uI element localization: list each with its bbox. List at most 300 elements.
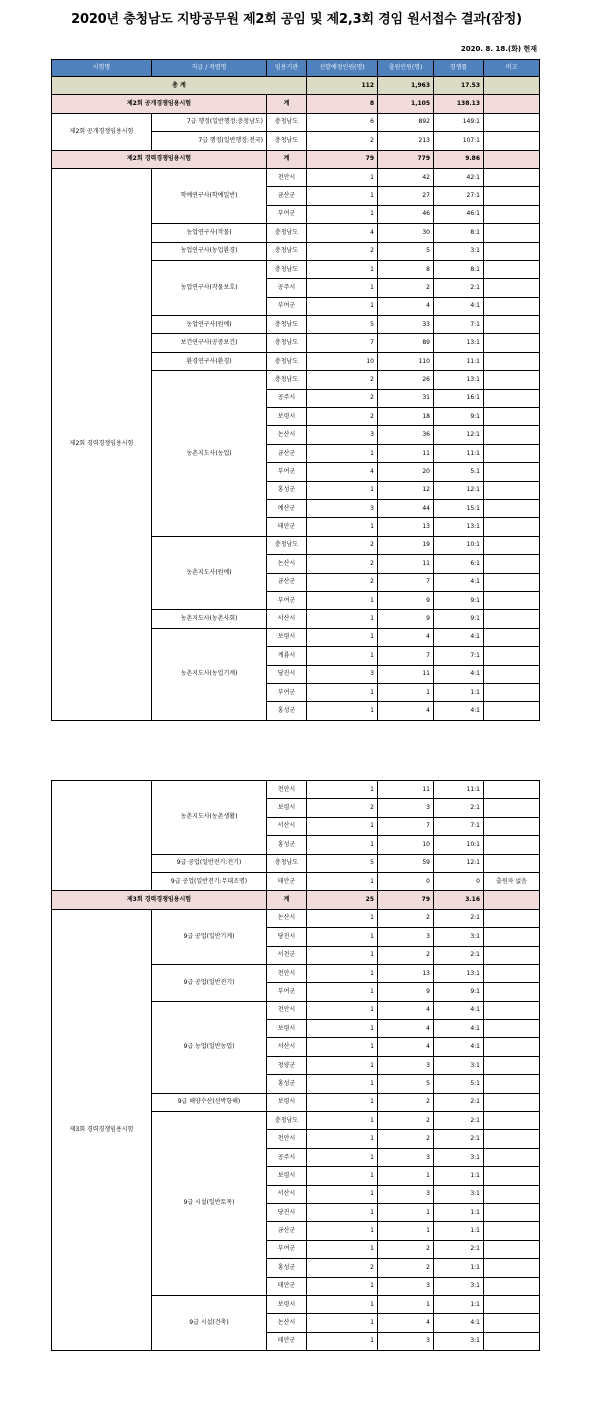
note-cell [484,1185,540,1203]
note-cell [484,334,540,352]
planned-cell: 1 [307,1314,378,1332]
rate-cell: 4:1 [434,628,484,646]
planned-cell: 1 [307,591,378,609]
applied-cell: 2 [378,279,434,297]
applied-cell: 1 [378,683,434,701]
rate-cell: 4:1 [434,1314,484,1332]
agency-cell: 홍성군 [267,702,307,720]
applied-cell: 33 [378,316,434,334]
grand-total-row [52,77,540,95]
agency-cell: 서산시 [267,1038,307,1056]
results-table-part2 [51,780,540,1351]
applied-cell: 2 [378,1093,434,1111]
planned-cell: 6 [307,113,378,131]
applied-cell: 7 [378,647,434,665]
subtotal-kye: 계 [267,150,307,168]
note-cell [484,665,540,683]
applied-cell: 110 [378,352,434,370]
rate-cell: 9:1 [434,610,484,628]
rate-cell: 3:1 [434,1185,484,1203]
subtotal-row-open2 [52,95,540,113]
rate-cell: 12:1 [434,426,484,444]
agency-cell: 당진시 [267,928,307,946]
subtotal-rate: 138.13 [434,95,484,113]
planned-cell: 7 [307,334,378,352]
rate-cell: 11:1 [434,444,484,462]
exam-name-cell [52,781,152,891]
agency-cell: 천안시 [267,1130,307,1148]
planned-cell: 2 [307,1259,378,1277]
applied-cell: 9 [378,591,434,609]
applied-cell: 7 [378,573,434,591]
agency-cell: 논산시 [267,1314,307,1332]
header-exam: 시험명 [52,60,152,77]
note-cell [484,444,540,462]
applied-cell: 1 [378,1203,434,1221]
note-cell [484,1056,540,1074]
rate-cell: 13:1 [434,371,484,389]
applied-cell: 4 [378,1020,434,1038]
note-cell [484,316,540,334]
agency-cell: 보령시 [267,1295,307,1313]
agency-cell: 충청남도 [267,536,307,554]
applied-cell: 2 [378,1112,434,1130]
planned-cell: 1 [307,628,378,646]
agency-cell: 서산시 [267,817,307,835]
table-row [52,781,540,799]
total-planned: 112 [307,77,378,95]
note-cell [484,279,540,297]
exam-name-cell: 제3회 경력경쟁임용시험 [52,909,152,1350]
exam-name-cell: 제2회 경력경쟁임용시험 [52,168,152,720]
agency-cell: 충청남도 [267,371,307,389]
note-cell [484,836,540,854]
planned-cell: 10 [307,352,378,370]
subtotal-planned: 25 [307,891,378,909]
header-rate: 경쟁률 [434,60,484,77]
rate-cell: 3:1 [434,1056,484,1074]
note-cell [484,371,540,389]
planned-cell: 1 [307,297,378,315]
note-cell [484,683,540,701]
applied-cell: 18 [378,408,434,426]
applied-cell: 5 [378,1075,434,1093]
page-title: 2020년 충청남도 지방공무원 제2회 공임 및 제2,3회 경임 원서접수 결과(잠정) [71,12,522,27]
position-cell: 학예연구사(학예일반) [152,168,267,223]
planned-cell: 2 [307,573,378,591]
rate-cell: 2:1 [434,1130,484,1148]
planned-cell: 2 [307,132,378,150]
subtotal-label: 제2회 공개경쟁임용시험 [52,95,267,113]
applied-cell: 9 [378,983,434,1001]
agency-cell: 부여군 [267,683,307,701]
header-applied: 출원인원(명) [378,60,434,77]
planned-cell: 4 [307,224,378,242]
agency-cell: 천안시 [267,781,307,799]
agency-cell: 충청남도 [267,224,307,242]
note-cell [484,628,540,646]
rate-cell: 1:1 [434,1259,484,1277]
agency-cell: 충청남도 [267,352,307,370]
planned-cell: 1 [307,168,378,186]
applied-cell: 2 [378,1130,434,1148]
rate-cell: 11:1 [434,781,484,799]
note-cell [484,1295,540,1313]
rate-cell: 2:1 [434,1112,484,1130]
note-cell [484,555,540,573]
subtotal-note [484,150,540,168]
agency-cell: 부여군 [267,1240,307,1258]
applied-cell: 13 [378,964,434,982]
note-cell [484,481,540,499]
applied-cell: 4 [378,702,434,720]
applied-cell: 11 [378,444,434,462]
note-cell [484,260,540,278]
applied-cell: 2 [378,909,434,927]
rate-cell: 16:1 [434,389,484,407]
applied-cell: 3 [378,928,434,946]
agency-cell: 홍성군 [267,1259,307,1277]
applied-cell: 11 [378,555,434,573]
planned-cell: 1 [307,279,378,297]
note-cell [484,1222,540,1240]
planned-cell: 1 [307,444,378,462]
position-cell: 9급 공업(일반전기:무대조명) [152,872,267,890]
rate-cell: 9:1 [434,408,484,426]
subtotal-planned: 8 [307,95,378,113]
applied-cell: 3 [378,1332,434,1350]
subtotal-row-career3 [52,891,540,909]
planned-cell: 2 [307,555,378,573]
planned-cell: 1 [307,1167,378,1185]
agency-cell: 보령시 [267,1093,307,1111]
header-position: 직급 / 직렬명 [152,60,267,77]
note-cell [484,817,540,835]
note-cell [484,408,540,426]
agency-cell: 천안시 [267,1001,307,1019]
planned-cell: 1 [307,1001,378,1019]
planned-cell: 1 [307,260,378,278]
planned-cell: 1 [307,836,378,854]
position-cell: 농업연구사(원예) [152,316,267,334]
applied-cell: 892 [378,113,434,131]
rate-cell: 1:1 [434,1203,484,1221]
note-cell [484,518,540,536]
note-cell [484,1314,540,1332]
rate-cell: 15:1 [434,499,484,517]
rate-cell: 4:1 [434,573,484,591]
subtotal-label: 제2회 경력경쟁임용시험 [52,150,267,168]
agency-cell: 금산군 [267,573,307,591]
applied-cell: 3 [378,1277,434,1295]
position-cell: 9급 시설(건축) [152,1295,267,1350]
applied-cell: 11 [378,781,434,799]
subtotal-rate: 3.16 [434,891,484,909]
agency-cell: 청양군 [267,1056,307,1074]
note-cell [484,1148,540,1166]
rate-cell: 8:1 [434,260,484,278]
agency-cell: 충청남도 [267,334,307,352]
agency-cell: 계룡시 [267,647,307,665]
note-cell [484,1203,540,1221]
applied-cell: 2 [378,1240,434,1258]
subtotal-applied: 1,105 [378,95,434,113]
note-cell [484,536,540,554]
applied-cell: 9 [378,610,434,628]
note-cell [484,187,540,205]
subtotal-applied: 779 [378,150,434,168]
rate-cell: 0 [434,872,484,890]
note-cell [484,983,540,1001]
note-cell [484,1075,540,1093]
applied-cell: 4 [378,1314,434,1332]
results-table-part1 [51,59,540,721]
position-cell: 9급 농업(일반농업) [152,1001,267,1093]
agency-cell: 충청남도 [267,260,307,278]
agency-cell: 예산군 [267,499,307,517]
note-cell [484,168,540,186]
rate-cell: 3:1 [434,928,484,946]
rate-cell: 13:1 [434,518,484,536]
note-cell [484,702,540,720]
planned-cell: 1 [307,1240,378,1258]
subtotal-rate: 9.86 [434,150,484,168]
planned-cell: 1 [307,1332,378,1350]
planned-cell: 1 [307,702,378,720]
planned-cell: 1 [307,817,378,835]
planned-cell: 1 [307,872,378,890]
applied-cell: 36 [378,426,434,444]
rate-cell: 13:1 [434,334,484,352]
planned-cell: 1 [307,1075,378,1093]
position-cell: 농촌지도사(농업) [152,371,267,537]
report-date: 2020. 8. 18.(화) 현재 [460,45,537,53]
rate-cell: 12:1 [434,481,484,499]
applied-cell: 213 [378,132,434,150]
exam-name-cell: 제2회 공개경쟁임용시험 [52,113,152,150]
agency-cell: 홍성군 [267,836,307,854]
rate-cell: 107:1 [434,132,484,150]
planned-cell: 1 [307,1020,378,1038]
position-cell: 농촌지도사(농촌생활) [152,781,267,855]
rate-cell: 1:1 [434,1295,484,1313]
note-cell [484,1332,540,1350]
applied-cell: 1 [378,1295,434,1313]
agency-cell: 당진시 [267,665,307,683]
planned-cell: 2 [307,371,378,389]
note-cell [484,224,540,242]
agency-cell: 충청남도 [267,132,307,150]
agency-cell: 충청남도 [267,242,307,260]
planned-cell: 1 [307,1093,378,1111]
total-applied: 1,963 [378,77,434,95]
rate-cell: 3:1 [434,1148,484,1166]
rate-cell: 42:1 [434,168,484,186]
subtotal-applied: 79 [378,891,434,909]
planned-cell: 4 [307,463,378,481]
applied-cell: 0 [378,872,434,890]
applied-cell: 30 [378,224,434,242]
rate-cell: 11:1 [434,352,484,370]
rate-cell: 5:1 [434,1075,484,1093]
planned-cell: 1 [307,1112,378,1130]
applied-cell: 10 [378,836,434,854]
note-cell [484,297,540,315]
agency-cell: 공주시 [267,389,307,407]
rate-cell: 1:1 [434,1167,484,1185]
note-cell [484,352,540,370]
position-cell: 농촌지도사(원예) [152,536,267,610]
note-cell [484,854,540,872]
rate-cell: 10:1 [434,836,484,854]
rate-cell: 2:1 [434,946,484,964]
note-cell: 출원자 없음 [484,872,540,890]
position-cell: 환경연구사(환경) [152,352,267,370]
agency-cell: 충청남도 [267,854,307,872]
note-cell [484,610,540,628]
rate-cell: 7:1 [434,316,484,334]
subtotal-kye: 계 [267,891,307,909]
planned-cell: 1 [307,1203,378,1221]
agency-cell: 보령시 [267,408,307,426]
agency-cell: 서천군 [267,946,307,964]
note-cell [484,499,540,517]
planned-cell: 1 [307,187,378,205]
rate-cell: 1:1 [434,683,484,701]
applied-cell: 44 [378,499,434,517]
applied-cell: 27 [378,187,434,205]
subtotal-note [484,95,540,113]
rate-cell: 2:1 [434,799,484,817]
header-note: 비고 [484,60,540,77]
agency-cell: 보령시 [267,1167,307,1185]
rate-cell: 4:1 [434,702,484,720]
note-cell [484,113,540,131]
position-cell: 농업연구사(농업환경) [152,242,267,260]
applied-cell: 59 [378,854,434,872]
applied-cell: 46 [378,205,434,223]
agency-cell: 서산시 [267,1185,307,1203]
agency-cell: 논산시 [267,555,307,573]
agency-cell: 충청남도 [267,316,307,334]
applied-cell: 3 [378,1185,434,1203]
agency-cell: 태안군 [267,1277,307,1295]
planned-cell: 1 [307,205,378,223]
rate-cell: 4:1 [434,665,484,683]
applied-cell: 19 [378,536,434,554]
agency-cell: 금산군 [267,1222,307,1240]
rate-cell: 1:1 [434,1222,484,1240]
planned-cell: 1 [307,983,378,1001]
planned-cell: 1 [307,1130,378,1148]
planned-cell: 1 [307,1056,378,1074]
agency-cell: 태안군 [267,872,307,890]
agency-cell: 공주시 [267,1148,307,1166]
planned-cell: 1 [307,1185,378,1203]
rate-cell: 4:1 [434,297,484,315]
planned-cell: 1 [307,909,378,927]
planned-cell: 1 [307,647,378,665]
rate-cell: 2:1 [434,279,484,297]
position-cell: 농업연구사(작물) [152,224,267,242]
applied-cell: 4 [378,1038,434,1056]
total-label: 총 계 [52,77,307,95]
rate-cell: 4:1 [434,1001,484,1019]
note-cell [484,946,540,964]
note-cell [484,389,540,407]
rate-cell: 3:1 [434,1332,484,1350]
note-cell [484,242,540,260]
subtotal-kye: 계 [267,95,307,113]
rate-cell: 12:1 [434,854,484,872]
header-agency: 임용기관 [267,60,307,77]
agency-cell: 천안시 [267,964,307,982]
agency-cell: 보령시 [267,628,307,646]
agency-cell: 부여군 [267,983,307,1001]
agency-cell: 논산시 [267,909,307,927]
note-cell [484,1001,540,1019]
position-cell: 9급 공업(일반전기) [152,964,267,1001]
rate-cell: 2:1 [434,909,484,927]
planned-cell: 1 [307,481,378,499]
position-cell: 농촌지도사(농업기계) [152,628,267,720]
note-cell [484,573,540,591]
applied-cell: 20 [378,463,434,481]
planned-cell: 1 [307,964,378,982]
planned-cell: 3 [307,426,378,444]
applied-cell: 31 [378,389,434,407]
applied-cell: 7 [378,817,434,835]
planned-cell: 2 [307,242,378,260]
applied-cell: 4 [378,1001,434,1019]
note-cell [484,799,540,817]
applied-cell: 5 [378,242,434,260]
agency-cell: 부여군 [267,205,307,223]
table-row [52,909,540,927]
position-cell: 7급 행정(일반행정:충청남도) [152,113,267,131]
planned-cell: 1 [307,610,378,628]
rate-cell: 7:1 [434,817,484,835]
note-cell [484,909,540,927]
agency-cell: 논산시 [267,426,307,444]
rate-cell: 4:1 [434,1038,484,1056]
rate-cell: 10:1 [434,536,484,554]
planned-cell: 1 [307,1148,378,1166]
note-cell [484,1240,540,1258]
applied-cell: 11 [378,665,434,683]
planned-cell: 2 [307,536,378,554]
applied-cell: 1 [378,1222,434,1240]
note-cell [484,1038,540,1056]
note-cell [484,1277,540,1295]
applied-cell: 3 [378,1056,434,1074]
table-row [52,168,540,186]
rate-cell: 149:1 [434,113,484,131]
rate-cell: 9:1 [434,983,484,1001]
note-cell [484,1130,540,1148]
rate-cell: 2:1 [434,1240,484,1258]
agency-cell: 서산시 [267,610,307,628]
agency-cell: 충청남도 [267,113,307,131]
rate-cell: 13:1 [434,964,484,982]
position-cell: 농업연구사(작물보호) [152,260,267,315]
subtotal-note [484,891,540,909]
applied-cell: 12 [378,481,434,499]
rate-cell: 6:1 [434,555,484,573]
note-cell [484,964,540,982]
planned-cell: 1 [307,1277,378,1295]
planned-cell: 1 [307,1295,378,1313]
